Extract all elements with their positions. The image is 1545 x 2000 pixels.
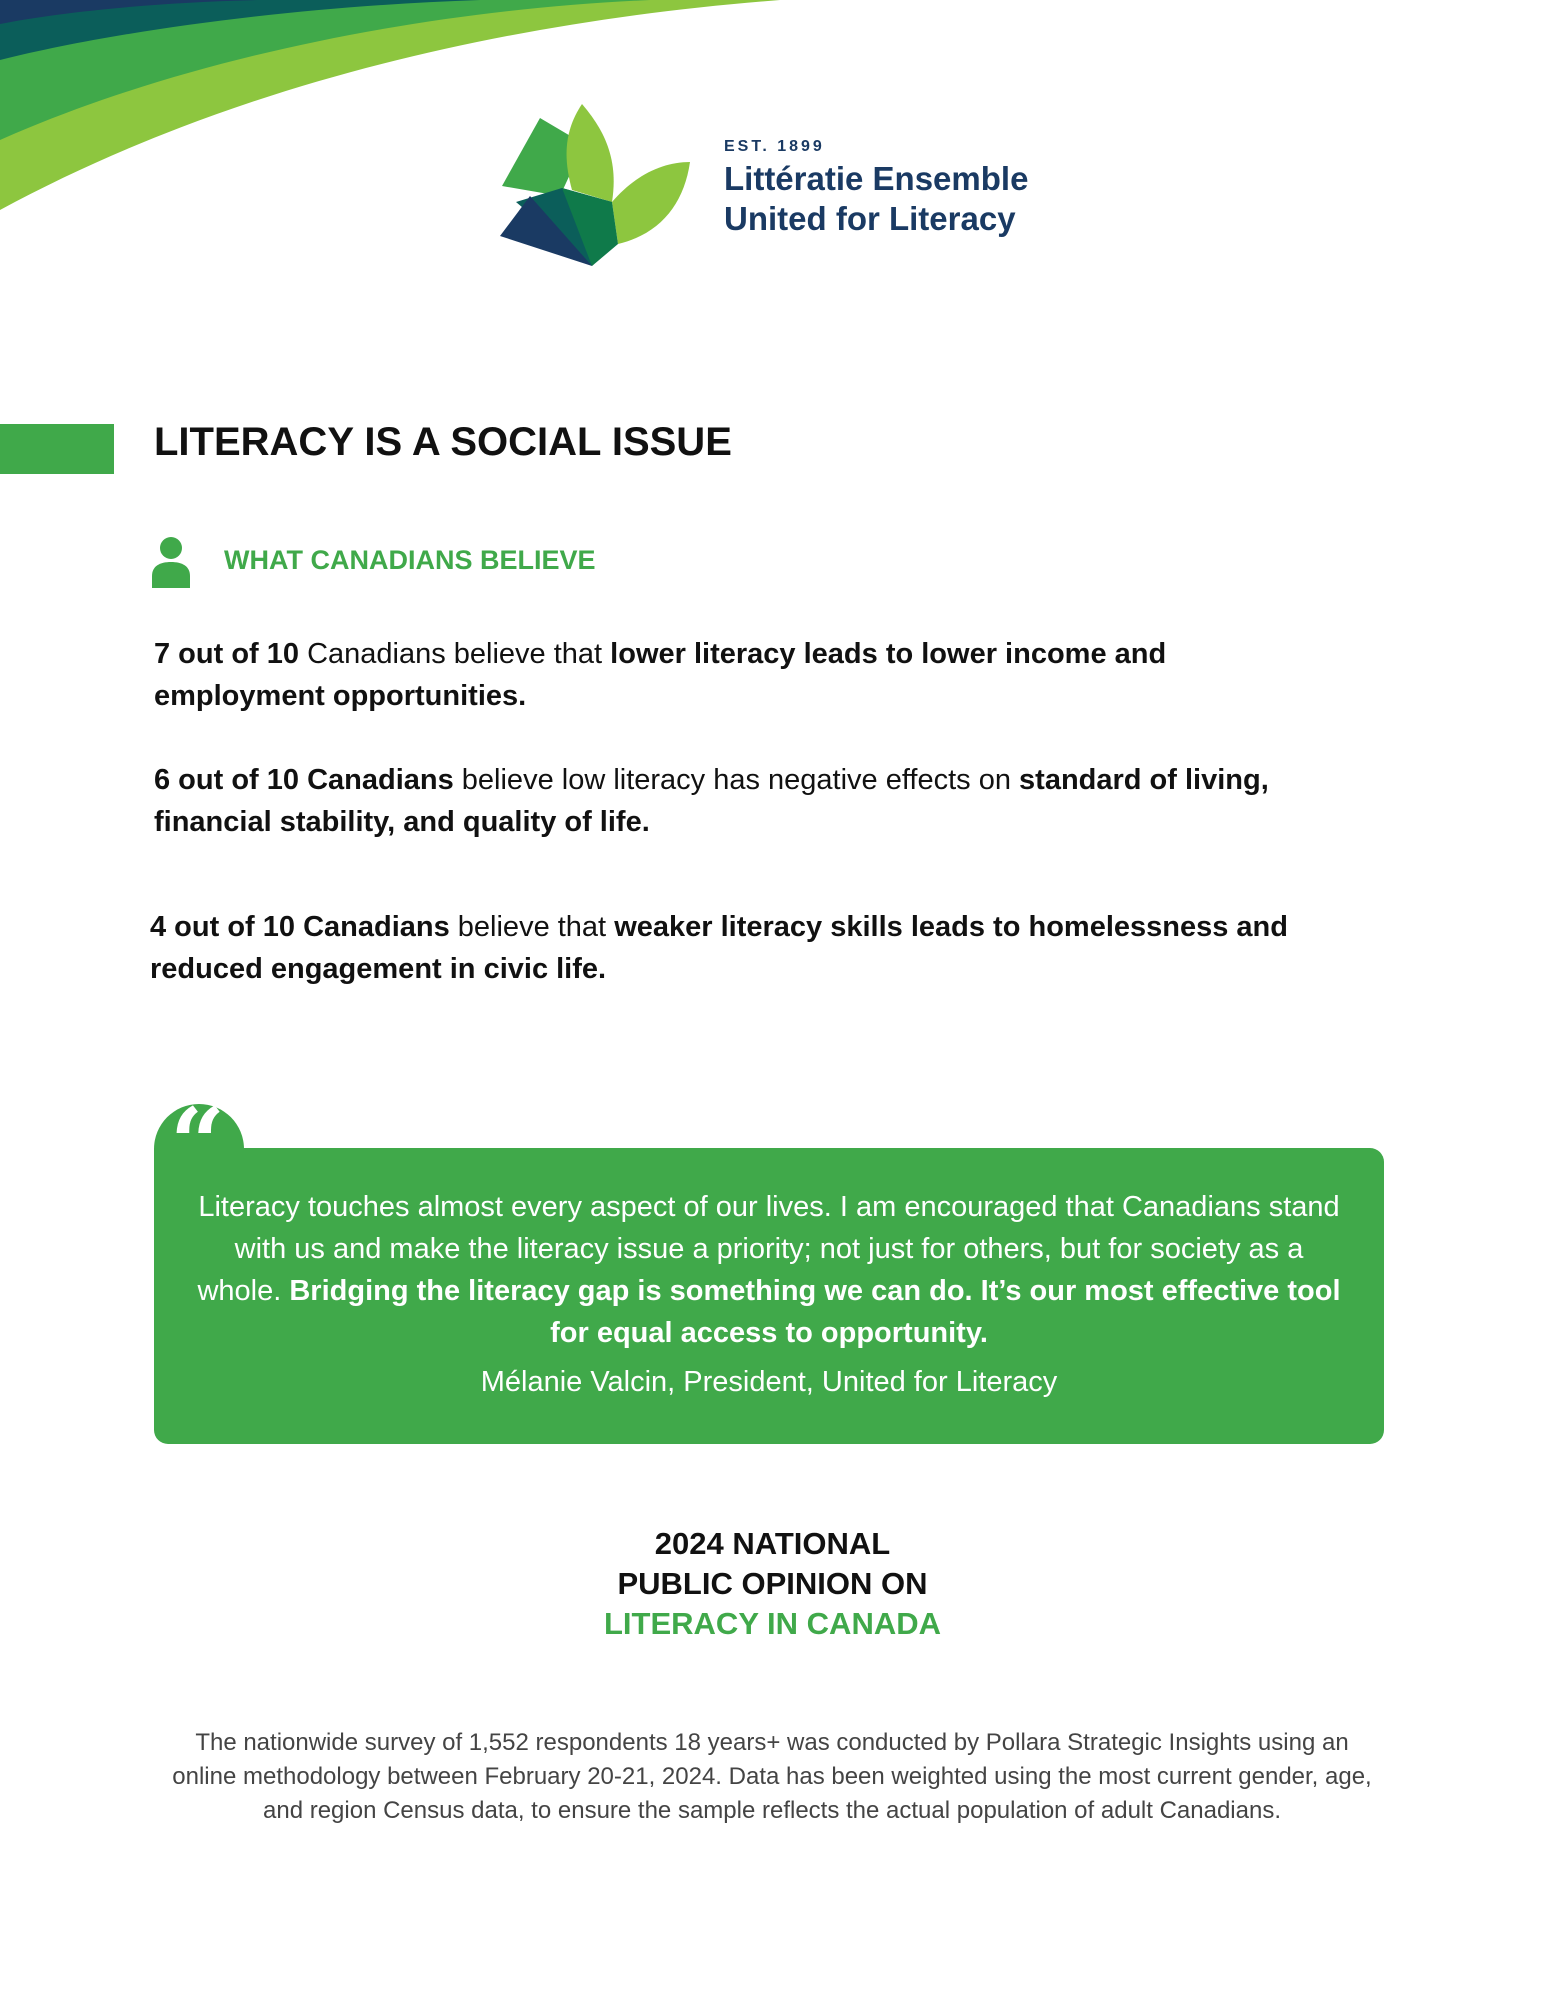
stat-lead: 4 out of 10 Canadians [150, 911, 450, 943]
title-accent-bar [0, 424, 114, 474]
stat-middle: believe that [449, 911, 615, 943]
report-title-line-2: PUBLIC OPINION ON [617, 1566, 928, 1601]
person-icon [150, 536, 192, 588]
logo-name-french: Littératie Ensemble [724, 160, 1029, 197]
stat-middle: Canadians believe that [299, 638, 611, 670]
quote-text-plain: Literacy touches almost every aspect of our lives. I am encouraged that Canadians stand with us and make the literacy issue a priority; not just for others, but for society as a whole. [197, 1191, 1340, 1307]
stat-lead: 7 out of 10 [154, 638, 300, 670]
methodology-note: The nationwide survey of 1,552 respondents 18 years+ was conducted by Pollara Strategic Insights using an online methodology between February 20-21, 2024. Data has been weighted using the most current gender, age, and region Census data, to ensure the sample reflects the actual population of adult Canadians. [172, 1729, 1372, 1824]
logo-mark [500, 104, 700, 270]
logo-established: EST. 1899 [724, 138, 825, 155]
section-heading: WHAT CANADIANS BELIEVE [224, 545, 596, 575]
stat-emphasis: standard of living, financial stability, and quality of life. [154, 764, 1269, 838]
stat-item [150, 906, 1380, 990]
stat-lead: 6 out of 10 Canadians [154, 764, 454, 796]
quote-attribution: Mélanie Valcin, President, United for Literacy [480, 1366, 1058, 1398]
report-title-line-3: LITERACY IN CANADA [604, 1606, 941, 1641]
page-title: LITERACY IS A SOCIAL ISSUE [154, 420, 732, 464]
quote-icon: “ [170, 1087, 226, 1200]
report-title-line-1: 2024 NATIONAL [654, 1526, 891, 1561]
stat-emphasis: lower literacy leads to lower income and employment opportunities. [154, 638, 1167, 712]
stat-item [154, 759, 1374, 843]
report-title [0, 1524, 1545, 1644]
quote-text-bold: Bridging the literacy gap is something we can do. It’s our most effective tool for equal access to opportunity. [289, 1275, 1341, 1349]
stat-item [154, 633, 1304, 717]
stat-middle: believe low literacy has negative effects on [453, 764, 1020, 796]
logo-name-english: United for Literacy [724, 200, 1016, 237]
stat-emphasis: weaker literacy skills leads to homelessness and reduced engagement in civic life. [150, 911, 1288, 985]
quote-text [194, 1186, 1344, 1354]
